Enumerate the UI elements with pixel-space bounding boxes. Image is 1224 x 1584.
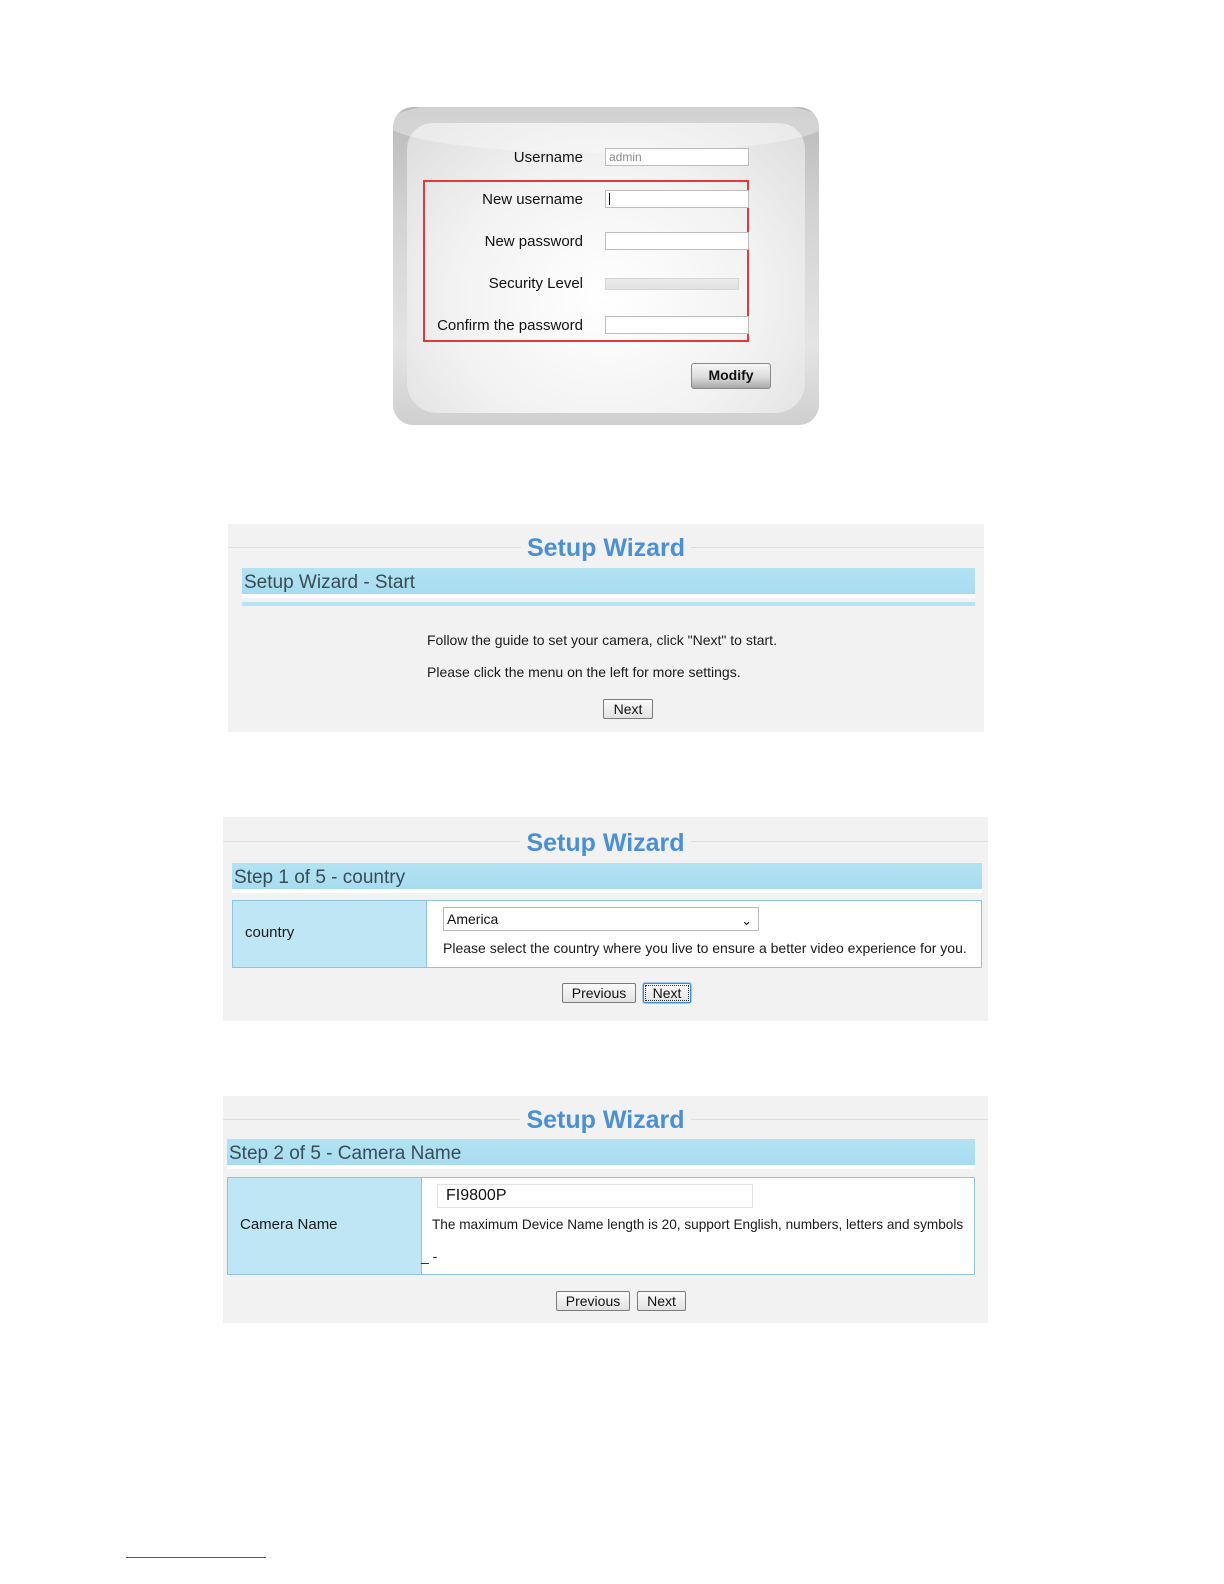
camera-name-table xyxy=(227,1177,975,1275)
confirm-password-input[interactable] xyxy=(605,316,749,334)
modify-button[interactable]: Modify xyxy=(691,363,771,389)
previous-button[interactable]: Previous xyxy=(556,1291,630,1311)
wizard-title xyxy=(223,1106,988,1135)
new-username-label: New username xyxy=(482,191,583,208)
username-label: Username xyxy=(513,149,583,166)
security-level-row xyxy=(393,272,819,296)
footer-rule xyxy=(126,1557,266,1558)
wizard-title-text: Setup Wizard xyxy=(521,534,691,562)
start-instruction-2: Please click the menu on the left for more settings. xyxy=(427,664,741,680)
username-row xyxy=(393,146,819,170)
wizard-title xyxy=(223,829,988,858)
camera-name-label: Camera Name xyxy=(240,1216,338,1233)
next-button[interactable]: Next xyxy=(603,699,653,719)
step1-header: Step 1 of 5 - country xyxy=(232,863,982,893)
new-password-input[interactable] xyxy=(605,232,749,250)
wizard-title xyxy=(228,534,984,563)
new-password-row xyxy=(393,230,819,254)
wizard-title-text: Setup Wizard xyxy=(520,829,690,857)
chevron-down-icon: ⌄ xyxy=(741,913,752,928)
start-instruction-1: Follow the guide to set your camera, click "Next" to start. xyxy=(427,632,777,648)
new-password-label: New password xyxy=(484,233,583,250)
wizard-start-header: Setup Wizard - Start xyxy=(242,568,975,598)
header-underline xyxy=(242,602,975,606)
username-field[interactable]: admin xyxy=(605,148,749,166)
wizard-start-panel xyxy=(228,524,984,732)
wizard-title-text: Setup Wizard xyxy=(520,1106,690,1134)
camera-name-hint: The maximum Device Name length is 20, support English, numbers, letters and symbols xyxy=(432,1217,964,1232)
country-label: country xyxy=(245,924,295,941)
country-table xyxy=(232,900,982,968)
new-username-input[interactable] xyxy=(605,190,749,208)
confirm-password-label: Confirm the password xyxy=(437,317,583,334)
next-button[interactable]: Next xyxy=(637,1291,686,1311)
country-hint: Please select the country where you live to ensure a better video experience for you. xyxy=(443,940,967,956)
security-level-bar xyxy=(605,278,739,290)
previous-button[interactable]: Previous xyxy=(562,983,636,1003)
trailing-marks: _ - xyxy=(421,1248,438,1264)
step2-header: Step 2 of 5 - Camera Name xyxy=(227,1139,975,1169)
country-select-value: America xyxy=(447,911,499,927)
country-select[interactable] xyxy=(443,907,759,931)
security-level-label: Security Level xyxy=(488,275,583,292)
new-username-row xyxy=(393,188,819,212)
next-button[interactable]: Next xyxy=(643,983,691,1003)
wizard-step2-panel xyxy=(223,1096,988,1323)
wizard-step1-panel xyxy=(223,817,988,1021)
camera-name-input[interactable]: FI9800P xyxy=(437,1184,753,1208)
account-modify-panel xyxy=(393,107,819,425)
confirm-password-row xyxy=(393,314,819,338)
